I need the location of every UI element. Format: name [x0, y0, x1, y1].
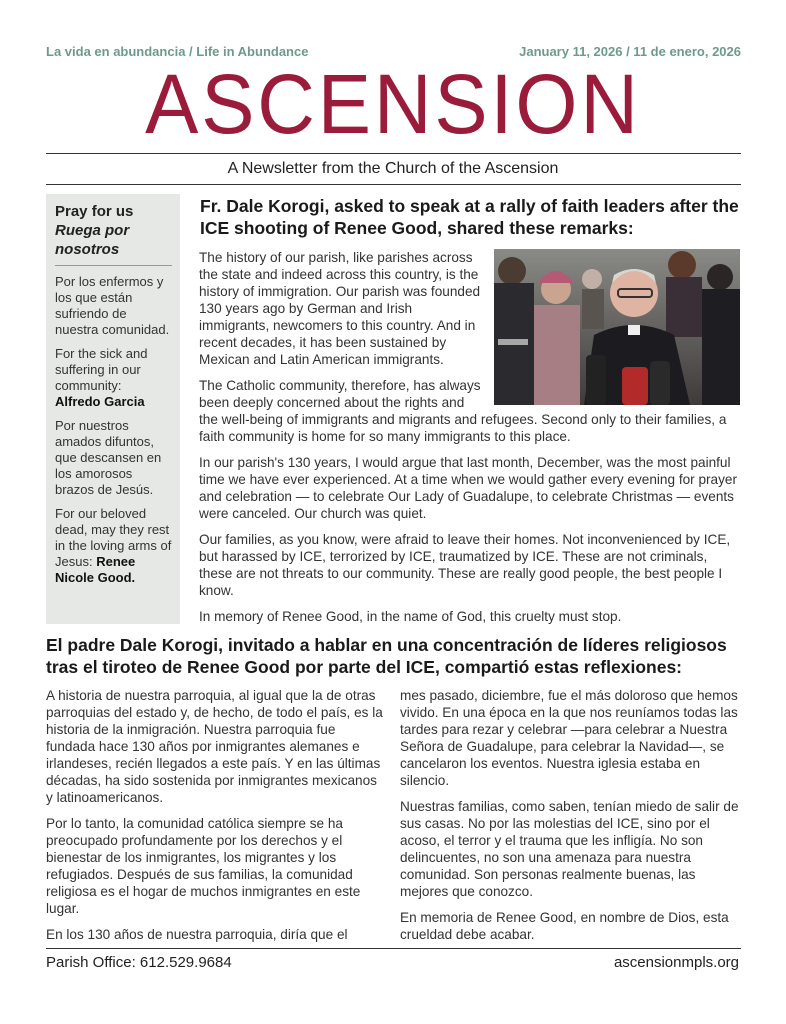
english-paragraph: In memory of Renee Good, in the name of God, this cruelty must stop. — [199, 609, 622, 624]
sidebar-title: Pray for us — [55, 203, 134, 220]
spanish-column-1 — [46, 687, 386, 952]
english-paragraph: In our parish's 130 years, I would argue that last month, December, was the most painful time we have ever experienced. At a time when we would gather every evening for prayer and celebration — to celebrate Our Lady of Guadalupe, to celebrate Christmas — events were canceled. Our church was quiet. — [199, 455, 737, 521]
tagline: La vida en abundancia / Life in Abundance — [46, 44, 309, 59]
spanish-headline: El padre Dale Korogi, invitado a hablar en una concentración de líderes religiosos tras el tiroteo de Renee Good por parte del ICE, compartió estas reflexiones: — [46, 635, 727, 677]
english-headline: Fr. Dale Korogi, asked to speak at a rally of faith leaders after the ICE shooting of Renee Good, shared these remarks: — [200, 196, 739, 238]
masthead-divider-bottom — [46, 184, 741, 185]
spanish-paragraph: mes pasado, diciembre, fue el más doloroso que hemos vivido. En una época en la que nos reuníamos todas las tardes para rezar y celebrar —para celebrar a Nuestra Señora de Guadalupe, para celebrar la Navidad—, se cancelaron los eventos. Nuestra iglesia estaba en silencio. — [400, 688, 738, 788]
sidebar-prayer-dead-en — [55, 506, 172, 586]
parish-office-phone: Parish Office: 612.529.9684 — [46, 954, 232, 971]
spanish-paragraph: En los 130 años de nuestra parroquia, diría que el — [46, 927, 348, 942]
issue-date: January 11, 2026 / 11 de enero, 2026 — [519, 44, 741, 59]
footer-divider — [46, 948, 741, 949]
sidebar-prayer-sick-intro: For the sick and suffering in our community: — [55, 346, 148, 393]
english-paragraph: Our families, as you know, were afraid to leave their homes. Not inconvenienced by ICE, but harassed by ICE, terrorized by ICE, traumatized by ICE. These are not criminals, these are not threats to our community. These are really good people, the best people I know. — [199, 532, 731, 598]
sidebar-prayer-sick-en — [55, 346, 172, 410]
spanish-paragraph: En memoria de Renee Good, en nombre de Dios, esta crueldad debe acabar. — [400, 910, 729, 942]
website-link[interactable]: ascensionmpls.org — [613, 954, 739, 971]
prayer-sidebar — [46, 194, 180, 624]
sidebar-prayer-dead-es: Por nuestros amados difuntos, que descansen en los amorosos brazos de Jesús. — [55, 418, 162, 497]
sidebar-prayer-sick-es: Por los enfermos y los que están sufriendo de nuestra comunidad. — [55, 274, 170, 337]
masthead-divider-top — [46, 153, 741, 154]
sidebar-sick-name: Alfredo Garcia — [55, 394, 145, 409]
spanish-column-2 — [400, 687, 740, 952]
rally-photo — [494, 249, 740, 405]
english-paragraph: The Catholic community, therefore, has always been deeply concerned about the rights and the well-being of immigrants and migrants and refugees. Second only to their families, a faith community is home for so many immigrants to this place. — [199, 378, 727, 444]
sidebar-divider — [55, 265, 172, 266]
sidebar-prayer-dead-intro: For our beloved dead, may they rest in the loving arms of Jesus: — [55, 506, 172, 569]
spanish-paragraph: Por lo tanto, la comunidad católica siempre se ha preocupado profundamente por los derechos y el bienestar de los inmigrantes, los migrantes y los refugiados. Después de sus familias, la comunidad religiosa es el hogar de muchos inmigrantes en este lugar. — [46, 816, 361, 916]
spanish-paragraph: A historia de nuestra parroquia, al igual que la de otras parroquias del estado y, de hecho, de todo el país, es la historia de la inmigración. Nuestra parroquia fue fundada hace 130 años por inmigrantes alemanes e irlandeses, recién llegados a este país. Y en las últimas décadas, ha sido sostenida por inmigrantes mexicanos y latinoamericanos. — [46, 688, 383, 805]
english-paragraph: The history of our parish, like parishes across the state and indeed across this country, is the history of immigration. Our parish was founded 130 years ago by German and Irish immigrants, newcomers to this country. And in recent decades, it has been sustained by Mexican and Latin American immigrants. — [199, 250, 481, 367]
spanish-paragraph: Nuestras familias, como saben, tenían miedo de salir de sus casas. No por las molestias del ICE, sino por el acoso, el terror y el trauma que les infligía. No son delincuentes, no son una amenaza para nuestra comunidad. Son personas realmente buenas, las mejores que conozco. — [400, 799, 739, 899]
newsletter-subtitle: A Newsletter from the Church of the Ascension — [227, 160, 559, 177]
sidebar-title-spanish: Ruega por nosotros — [55, 222, 130, 258]
sidebar-deceased-name: Renee Nicole Good. — [55, 554, 136, 585]
masthead-title: ASCENSION — [145, 57, 641, 151]
